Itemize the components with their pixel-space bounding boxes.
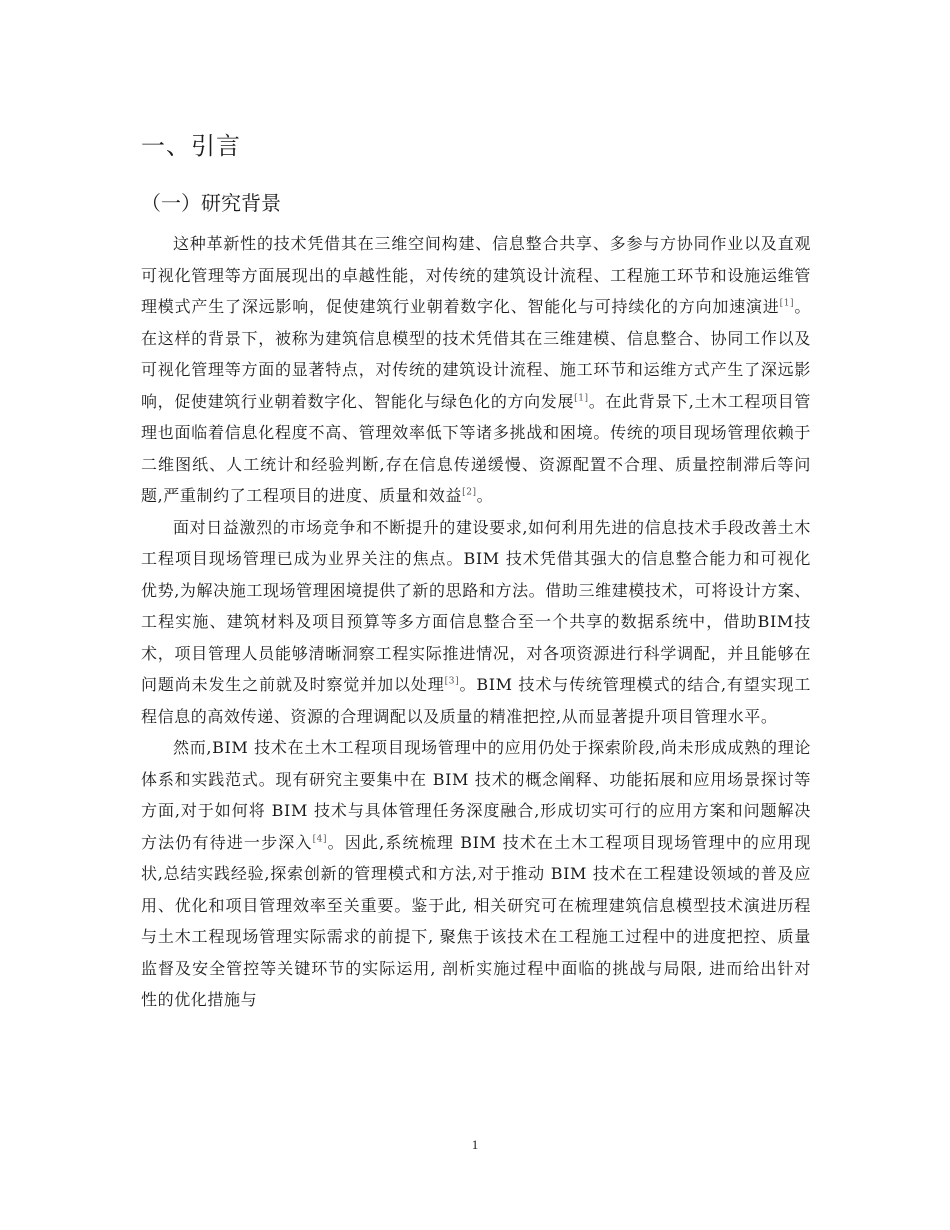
page-number: 1 [471, 1137, 479, 1152]
text-run: 。BIM 技术与传统管理模式的结合,有望实现工程信息的高效传递、资源的合理调配以及质量的精准把控,从而显著提升项目管理水平。 [141, 675, 811, 726]
text-run: 。在此背景下,土木工程项目管理也面临着信息化程度不高、管理效率低下等诸多挑战和困境。传统的项目现场管理依赖于二维图纸、人工统计和经验判断,存在信息传递缓慢、资源配置不合理、质量控制滞后等问题,严重制约了工程项目的进度、质量和效益 [141, 391, 811, 505]
text-run: 。因此,系统梳理 BIM 技术在土木工程项目现场管理中的应用现状,总结实践经验,探索创新的管理模式和方法,对于推动 BIM 技术在工程建设领域的普及应用、优化和项目管理效率至关重要。鉴于此, 相关研究可在梳理建筑信息模型技术演进历程与土木工程现场管理实际需求的前提下, 聚焦于该技术在工程施工过程中的进度把控、质量监督及安全管控等关键环节的实际运用, 剖析实施过程中面临的挑战与局限, 进而给出针对性的优化措施与 [141, 832, 811, 1009]
text-run: 。 [476, 486, 494, 505]
page-body [141, 128, 811, 1016]
citation: [2] [462, 487, 477, 498]
text-run: 。在这样的背景下，被称为建筑信息模型的技术凭借其在三维建模、信息整合、协同工作以及可视化管理等方面的显著特点，对传统的建筑设计流程、施工环节和运维方式产生了深远影响，促使建筑行业朝着数字化、智能化与绿色化的方向发展 [141, 297, 811, 411]
text-run: 这种革新性的技术凭借其在三维空间构建、信息整合共享、多参与方协同作业以及直观可视化管理等方面展现出的卓越性能，对传统的建筑设计流程、工程施工环节和设施运维管理模式产生了深远影响，促使建筑行业朝着数字化、智能化与可持续化的方向加速演进 [141, 234, 811, 316]
paragraph-3 [141, 732, 811, 1016]
paragraph-2 [141, 512, 811, 733]
text-run: 然而,BIM 技术在土木工程项目现场管理中的应用仍处于探索阶段,尚未形成成熟的理论体系和实践范式。现有研究主要集中在 BIM 技术的概念阐释、功能拓展和应用场景探讨等方面,对于如何将 BIM 技术与具体管理任务深度融合,形成切实可行的应用方案和问题解决方法仍有待进一步深入 [141, 738, 811, 852]
paragraph-1 [141, 228, 811, 512]
citation: [1] [779, 298, 795, 309]
citation: [4] [312, 834, 328, 845]
citation: [1] [574, 393, 589, 404]
text-run: 面对日益激烈的市场竞争和不断提升的建设要求,如何利用先进的信息技术手段改善土木工程项目现场管理已成为业界关注的焦点。BIM 技术凭借其强大的信息整合能力和可视化优势,为解决施工现场管理困境提供了新的思路和方法。借助三维建模技术，可将设计方案、工程实施、建筑材料及项目预算等多方面信息整合至一个共享的数据系统中，借助BIM技术，项目管理人员能够清晰洞察工程实际推进情况，对各项资源进行科学调配，并且能够在问题尚未发生之前就及时察觉并加以处理 [141, 517, 811, 694]
subsection-heading: （一）研究背景 [141, 191, 281, 215]
section-heading: 一、引言 [141, 132, 241, 160]
citation: [3] [444, 676, 460, 687]
